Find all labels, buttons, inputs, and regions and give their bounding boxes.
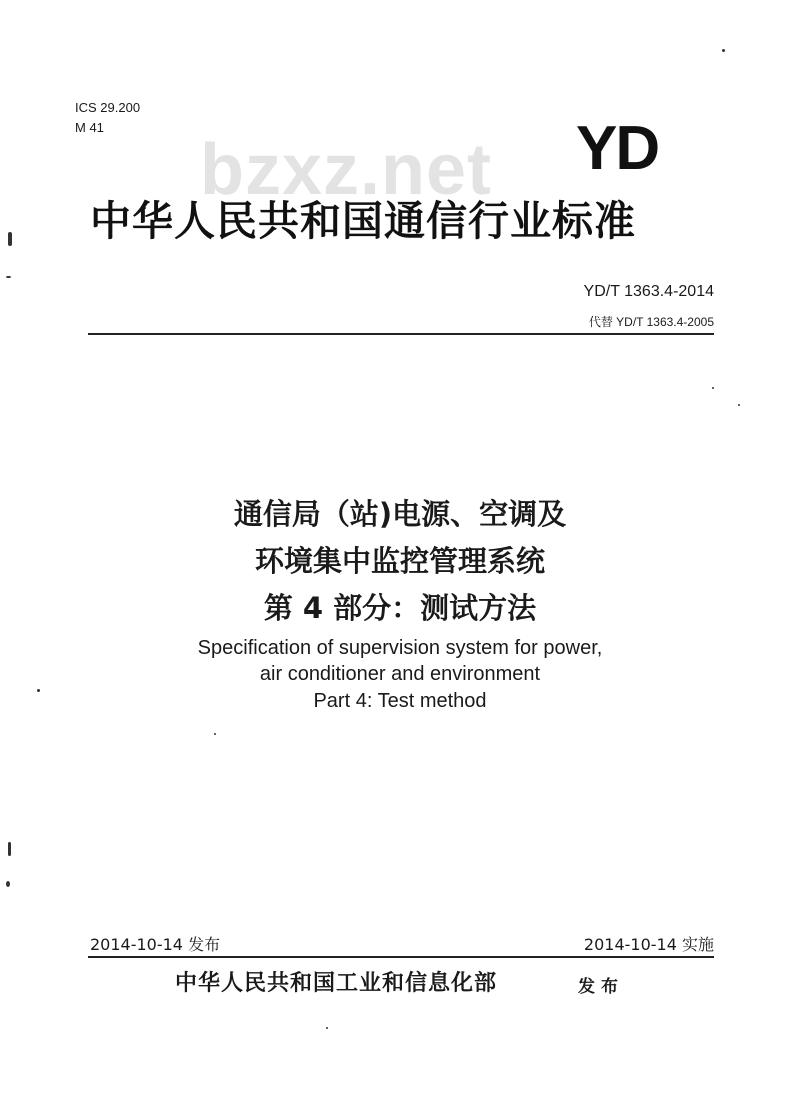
scan-speck: [8, 232, 12, 246]
en-title-line-1: Specification of supervision system for power,: [197, 637, 603, 659]
en-title-line-2: air conditioner and environment: [259, 663, 541, 685]
publish-date: 2014-10-14 发布: [90, 935, 221, 954]
ics-code: ICS 29.200: [75, 100, 141, 115]
cn-title-line-1: 通信局（站)电源、空调及: [233, 497, 567, 531]
scan-speck: [8, 842, 11, 856]
cn-title-line-3: 第 4 部分：测试方法: [263, 591, 537, 625]
classification-code: M 41: [75, 120, 104, 135]
standard-title: 中华人民共和国通信行业标准: [90, 197, 636, 245]
publisher-action: 发布: [578, 977, 624, 997]
scan-speck: [738, 404, 740, 406]
header-divider: [88, 333, 714, 335]
scan-speck: [326, 1027, 328, 1029]
publisher-name: 中华人民共和国工业和信息化部: [175, 971, 498, 996]
yd-logo: YD: [576, 114, 659, 183]
standard-number: YD/T 1363.4-2014: [583, 283, 714, 300]
scan-speck: [6, 881, 10, 887]
effective-date: 2014-10-14 实施: [583, 935, 714, 954]
replaces-standard: 代替 YD/T 1363.4-2005: [588, 315, 714, 329]
scan-speck: [722, 49, 725, 52]
cn-title-line-2: 环境集中监控管理系统: [254, 544, 545, 578]
scan-speck: [37, 689, 40, 692]
en-title-line-3: Part 4: Test method: [313, 690, 487, 712]
watermark: bzxz.net: [200, 130, 493, 210]
scan-speck: [214, 733, 216, 735]
scan-speck: [712, 387, 714, 389]
footer-divider: [88, 956, 714, 958]
scan-speck: [6, 276, 11, 278]
